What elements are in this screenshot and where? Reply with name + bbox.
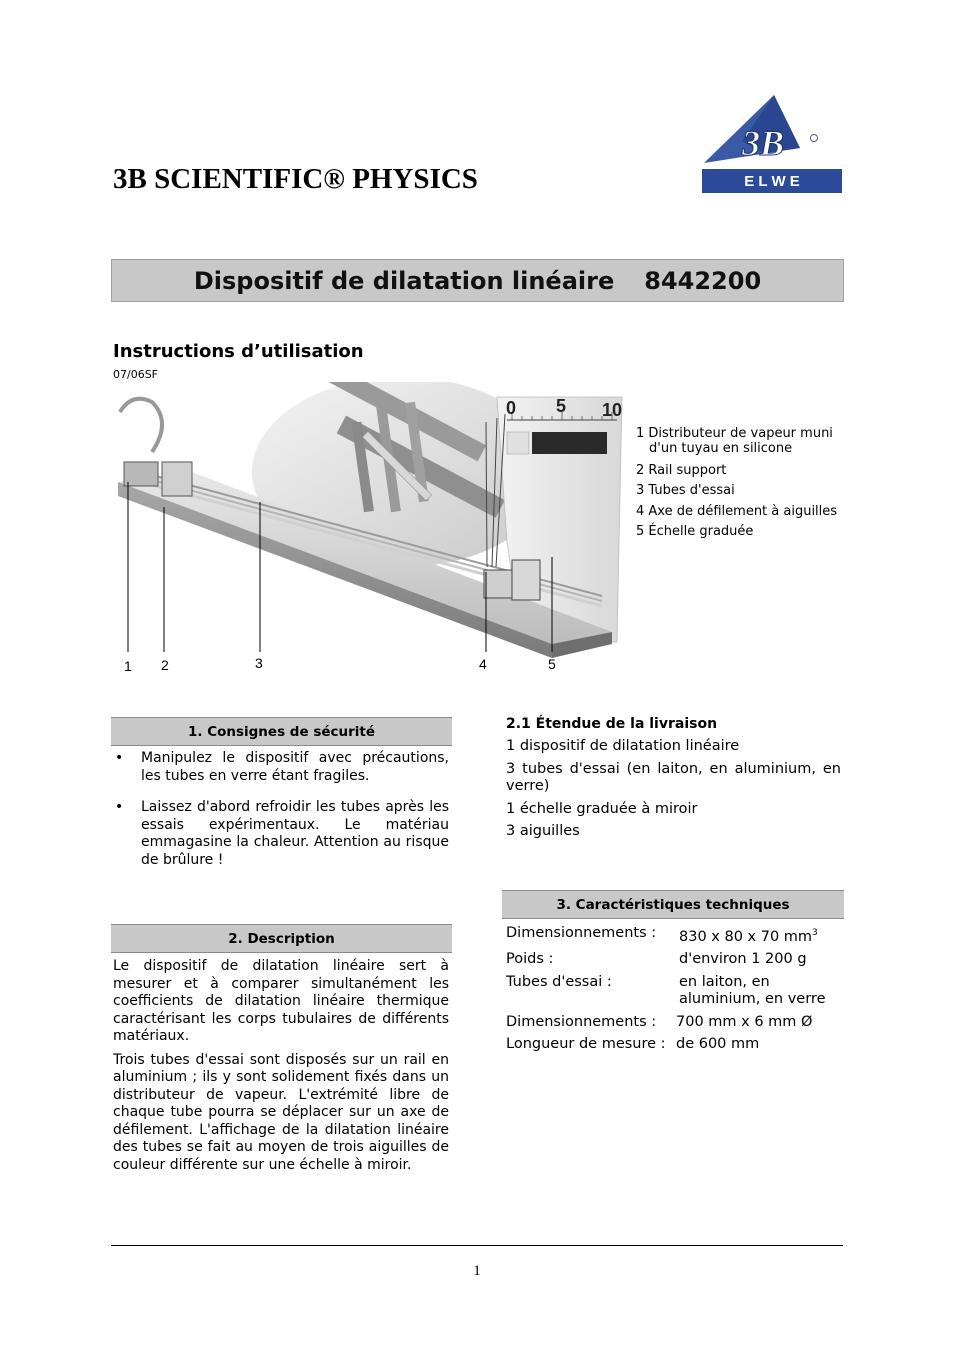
spec-value: de 600 mm: [676, 1036, 760, 1053]
spec-label: Tubes d'essai :: [506, 973, 612, 990]
title-name: Dispositif de dilatation linéaire: [193, 267, 615, 295]
svg-text:3B: 3B: [742, 123, 785, 163]
legend-item-continuation: d'un tuyau en silicone: [649, 440, 793, 456]
safety-list: [113, 750, 449, 883]
list-item: • Manipulez le dispositif avec précautions, les tubes en verre étant fragiles.: [115, 750, 449, 784]
spec-label: Longueur de mesure :: [506, 1036, 666, 1053]
title-number: 8442200: [644, 267, 762, 295]
callout-1: 1: [124, 658, 132, 674]
elwe-logo: [702, 93, 842, 193]
spec-value: 700 mm x 6 mm Ø: [676, 1013, 813, 1030]
spec-label: Poids :: [506, 951, 554, 968]
legend-item: 2 Rail support: [636, 462, 727, 478]
list-item: 1 échelle graduée à miroir: [506, 800, 698, 817]
legend-item: 3 Tubes d'essai: [636, 483, 735, 498]
description-heading: 2. Description: [111, 924, 452, 953]
legend-item: 4 Axe de défilement à aiguilles: [636, 503, 838, 519]
list-item: 1 dispositif de dilatation linéaire: [506, 738, 740, 754]
figure-legend: [636, 424, 837, 543]
spec-row: [506, 974, 846, 1009]
brand-title: 3B SCIENTIFIC® PHYSICS: [113, 163, 478, 195]
scope-heading: 2.1 Étendue de la livraison: [506, 716, 718, 732]
legend-item: 1 Distributeur de vapeur muni: [636, 426, 833, 441]
specs-heading: 3. Caractéristiques techniques: [502, 890, 844, 919]
callout-3: 3: [255, 655, 263, 671]
description-paragraph: Le dispositif de dilatation linéaire sert à mesurer et à comparer simultanément les coefficients de dilatation linéaire thermique caractérisant les corps tubulaires de différents matériaux.: [113, 958, 449, 1044]
spec-row: [506, 1014, 846, 1032]
spec-row: [506, 1036, 846, 1054]
instructions-heading: Instructions d’utilisation: [113, 341, 364, 362]
document-title: [111, 259, 844, 302]
callout-5: 5: [548, 656, 556, 672]
safety-heading: 1. Consignes de sécurité: [111, 717, 452, 746]
spec-label: Dimensionnements :: [506, 1013, 657, 1030]
list-item: 3 aiguilles: [506, 823, 580, 839]
svg-text:E L W E: E L W E: [744, 173, 800, 190]
spec-value: 830 x 80 x 70 $mm^3$: [679, 928, 818, 945]
callout-4: 4: [479, 656, 487, 672]
footer-divider: [111, 1245, 843, 1246]
list-item: • Laissez d'abord refroidir les tubes après les essais expérimentaux. Le matériau emmagasine la chaleur. Attention au risque de brûlure !: [115, 799, 449, 868]
scale-mark-5: 5: [556, 396, 567, 416]
spec-row: [506, 951, 846, 969]
document-code: 07/06SF: [113, 368, 159, 381]
spec-row: [506, 925, 846, 946]
scale-mark-0: 0: [506, 398, 517, 418]
description-paragraph: Trois tubes d'essai sont disposés sur un rail en aluminium ; ils y sont solidement fixés dans un distributeur de vapeur. L'extrémité libre de chaque tube pourra se déplacer sur un axe de défilement. L'affichage de la dilatation linéaire des tubes se fait au moyen de trois aiguilles de couleur différente sur une échelle à miroir.: [113, 1051, 449, 1173]
specs-table: [506, 925, 846, 1059]
page-number: 1: [473, 1263, 481, 1279]
spec-value: en laiton, en aluminium, en verre: [679, 973, 826, 1008]
description-body: [113, 958, 449, 1180]
spec-label: Dimensionnements :: [506, 925, 657, 941]
legend-item: 5 Échelle graduée: [636, 524, 754, 539]
scope-list: [506, 738, 841, 846]
scale-mark-10: 10: [602, 400, 623, 420]
list-item: 3 tubes d'essai (en laiton, en aluminium, en verre): [506, 760, 841, 794]
apparatus-figure: [112, 382, 624, 678]
spec-value: d'environ 1 200 g: [679, 951, 807, 968]
callout-2: 2: [161, 657, 169, 673]
